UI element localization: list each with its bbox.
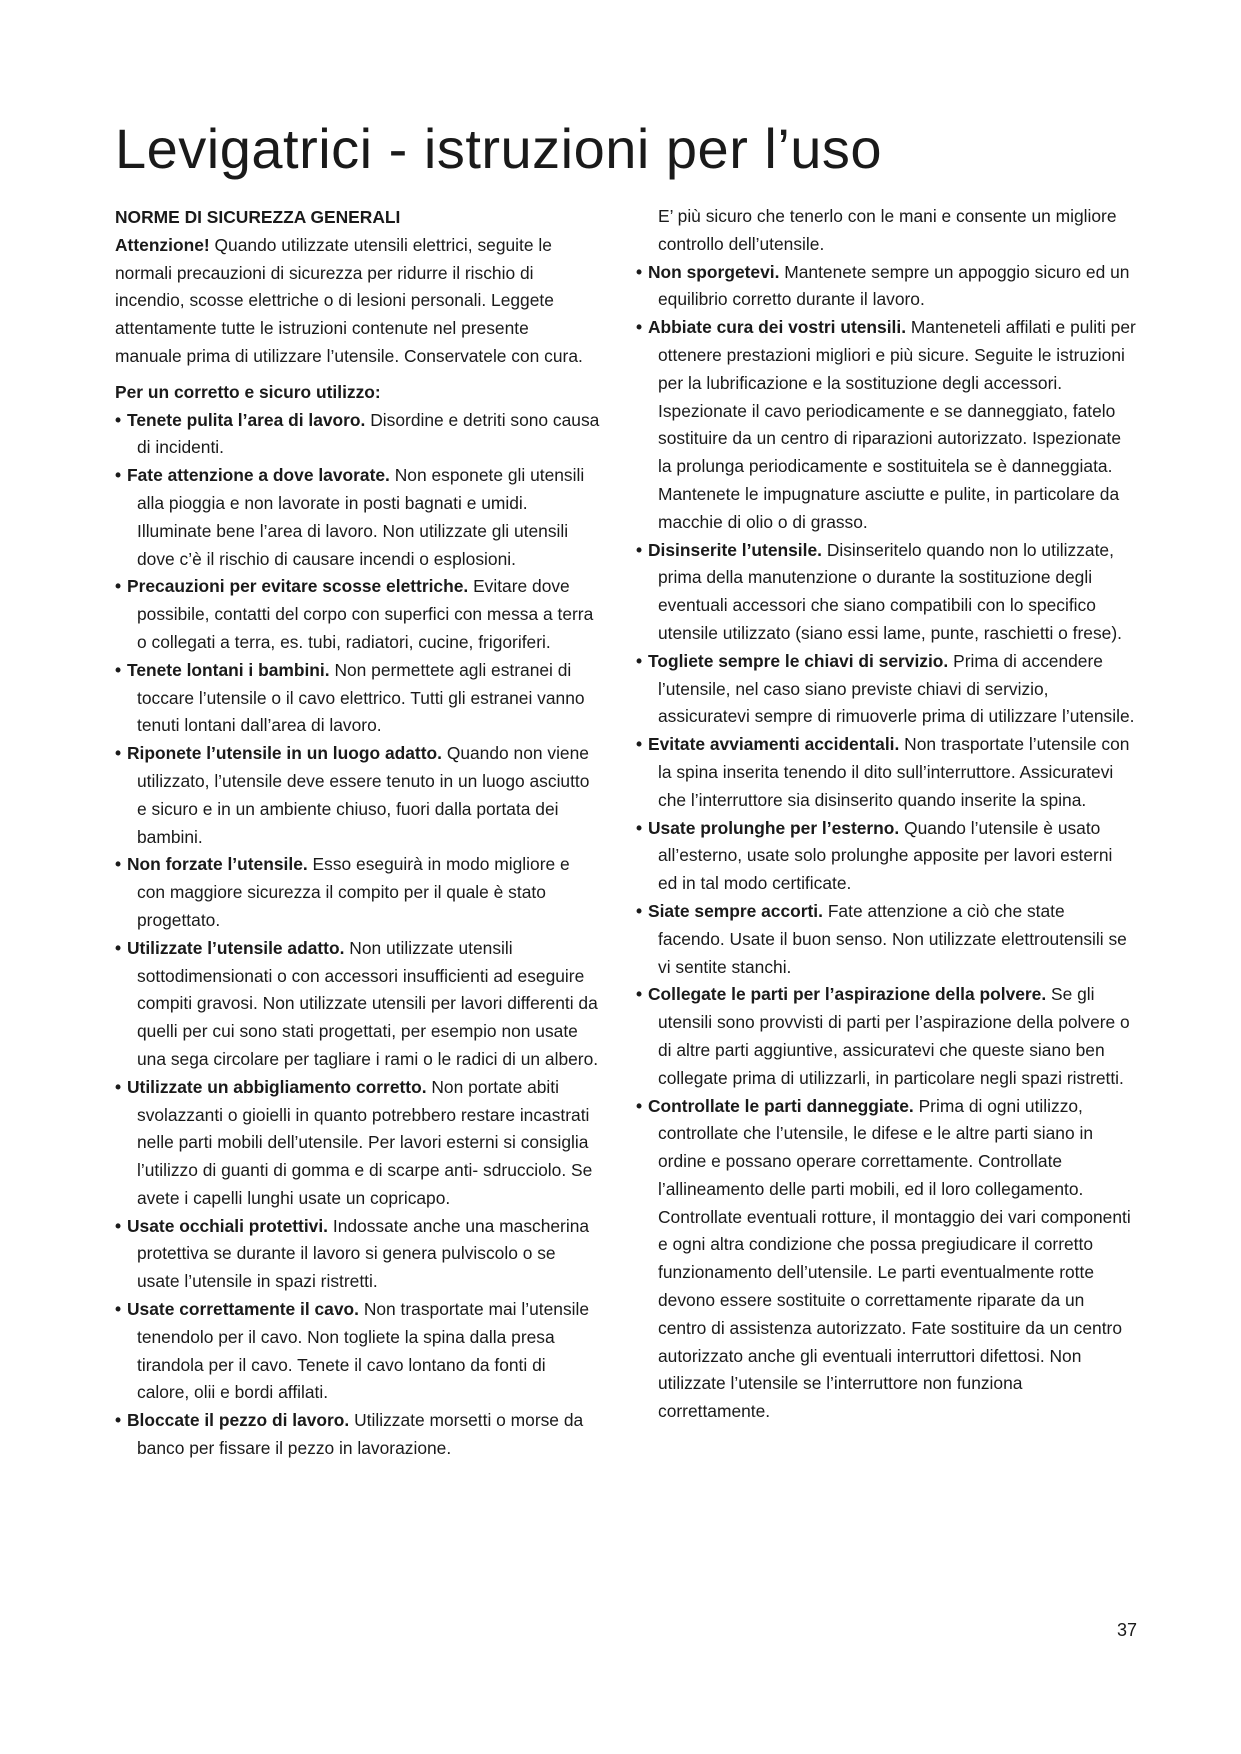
list-item-text: Non permettete agli estranei di toccare l’utensile o il cavo elettrico. Tutti gli estranei vanno tenuti lontani dall’area di lavoro. [137,659,585,736]
subheading: Per un corretto e sicuro utilizzo: [115,381,381,402]
list-item-label: Non forzate l’utensile. [127,854,308,875]
bullet-icon: • [115,1215,122,1236]
list-item-label: Utilizzate l’utensile adatto. [127,937,345,958]
list-item-label: Non sporgetevi. [648,261,780,282]
bullet-icon: • [636,650,643,671]
intro-label: Attenzione! [115,234,210,255]
page-title: Levigatrici - istruzioni per l’uso [115,117,883,180]
intro-text: Quando utilizzate utensili elettrici, seguite le normali precauzioni di sicurezza per ridurre il rischio di incendio, scosse elettriche o di lesioni personali. Leggete attentamente tutte le istruzioni contenute nel presente manuale prima di utilizzare l’utensile. Conservatele con cura. [115,234,583,366]
list-item [636,537,1136,648]
section-heading: NORME DI SICUREZZA GENERALI [115,207,401,227]
list-item [115,935,600,1074]
bullet-icon: • [115,1076,122,1097]
list-item-text: Non trasportate mai l’utensile tenendolo per il cavo. Non togliete la spina dalla presa tirandola per il cavo. Tenete il cavo lontano da fonti di calore, olii e bordi affilati. [137,1299,590,1403]
list-item-text: Prima di accendere l’utensile, nel caso siano previste chiavi di servizio, assicuratevi sempre di rimuoverle prima di utilizzare l’utensile. [658,650,1135,727]
list-item [115,657,600,740]
list-item-label: Disinserite l’utensile. [648,539,822,560]
list-item-text: Utilizzate morsetti o morse da banco per fissare il pezzo in lavorazione. [137,1410,584,1459]
list-item-label: Precauzioni per evitare scosse elettriche. [127,576,469,597]
list-item-text: Quando l’utensile è usato all’esterno, usate solo prolunghe apposite per lavori esterni ed in tal modo certificate. [658,817,1113,894]
list-item [115,1296,600,1407]
list-item-label: Abbiate cura dei vostri utensili. [648,317,907,338]
list-item-text: Evitare dove possibile, contatti del corpo con superfici con messa a terra o collegati a terra, es. tubi, radiatori, cucine, frigoriferi. [137,576,594,652]
bullet-icon: • [115,659,122,680]
list-item-label: Tenete pulita l’area di lavoro. [127,409,366,430]
continuation-text: E’ più sicuro che tenerlo con le mani e consente un migliore controllo dell’utensile. [658,206,1117,254]
list-item-label: Siate sempre accorti. [648,900,823,921]
list-item-label: Usate occhiali protettivi. [127,1215,329,1236]
bullet-icon: • [636,984,643,1005]
list-item-text: Se gli utensili sono provvisti di parti per l’aspirazione della polvere o di altre parti aggiuntive, assicuratevi che queste siano ben collegate prima di utilizzarli, in particolare negli spazi ristretti. [658,984,1130,1088]
bullet-icon: • [636,261,643,282]
list-item [115,740,600,851]
list-item [636,981,1136,1092]
bullet-icon: • [636,1095,643,1116]
list-item-text: Mantenete sempre un appoggio sicuro ed un equilibrio corretto durante il lavoro. [658,261,1130,310]
list-item-text: Fate attenzione a ciò che state facendo. Usate il buon senso. Non utilizzate elettroutensili se vi sentite stanchi. [658,900,1127,977]
list-item-text: Indossate anche una mascherina protettiva se durante il lavoro si genera pulviscolo o se usate l’utensile in spazi ristretti. [137,1215,590,1292]
bullet-icon: • [115,576,122,597]
bullet-icon: • [115,465,122,486]
list-item-label: Bloccate il pezzo di lavoro. [127,1410,350,1431]
list-item-text: Non trasportate l’utensile con la spina inserita tenendo il dito sull’interruttore. Assicuratevi che l’interruttore sia disinserito quando inserite la spina. [658,734,1130,810]
list-item [636,648,1136,731]
list-item-label: Riponete l’utensile in un luogo adatto. [127,743,442,764]
list-item [636,898,1136,981]
list-item-text: Quando non viene utilizzato, l’utensile deve essere tenuto in un luogo asciutto e sicuro e in un ambiente chiuso, fuori dalla portata dei bambini. [137,743,590,847]
list-item-label: Controllate le parti danneggiate. [648,1095,914,1116]
bullet-icon: • [636,734,643,755]
right-column [636,203,1136,1426]
list-item [636,314,1136,536]
list-item-label: Utilizzate un abbigliamento corretto. [127,1076,427,1097]
list-item-text: Non utilizzate utensili sottodimensionati o con accessori insufficienti ad eseguire compiti gravosi. Non utilizzate utensili per lavori differenti da quelli per cui sono stati progettati, per esempio non usate una sega circolare per tagliare i rami o le radici di un albero. [137,937,599,1069]
list-item-text: Disordine e detriti sono causa di incidenti. [137,409,600,458]
list-item [115,1074,600,1213]
list-item-label: Usate prolunghe per l’esterno. [648,817,900,838]
page-number: 37 [1117,1620,1138,1640]
list-item [115,851,600,934]
bullet-icon: • [115,743,122,764]
bullet-icon: • [115,1410,122,1431]
list-item-text: Manteneteli affilati e puliti per ottenere prestazioni migliori e più sicure. Seguite le istruzioni per la lubrificazione e la sostituzione degli accessori. Ispezionate il cavo periodicamente e se danneggiato, fatelo sostituire da un centro di riparazioni autorizzato. Ispezionate la prolunga periodicamente e sostituitela se è danneggiata. Mantenete le impugnature asciutte e pulite, in particolare da macchie di olio o di grasso. [658,317,1136,532]
list-item [115,1213,600,1296]
list-item-label: Usate correttamente il cavo. [127,1299,359,1320]
list-item-label: Tenete lontani i bambini. [127,659,330,680]
list-item-label: Evitate avviamenti accidentali. [648,734,900,755]
bullet-icon: • [115,1299,122,1320]
list-item-text: Disinseritelo quando non lo utilizzate, prima della manutenzione o durante la sostituzione degli eventuali accessori che siano compatibili con lo specifico utensile utilizzato (siano essi lame, punte, raschietti o frese). [658,539,1122,643]
list-item [636,815,1136,898]
list-item-text: Non esponete gli utensili alla pioggia e non lavorate in posti bagnati e umidi. Illuminate bene l’area di lavoro. Non utilizzate gli utensili dove c’è il rischio di causare incendi o esplosioni. [137,465,585,569]
bullet-icon: • [115,409,122,430]
list-item-label: Collegate le parti per l’aspirazione della polvere. [648,984,1047,1005]
bullet-icon: • [115,937,122,958]
list-item-label: Togliete sempre le chiavi di servizio. [648,650,949,671]
bullet-icon: • [636,817,643,838]
list-item [636,259,1136,315]
list-item-text: Prima di ogni utilizzo, controllate che l’utensile, le difese e le altre parti siano in ordine e possano operare correttamente. Controllate l’allineamento delle parti mobili, ed il loro collegamento. Controllate eventuali rotture, il montaggio dei vari componenti e ogni altra condizione che possa pregiudicare il corretto funzionamento dell’utensile. Le parti eventualmente rotte devono essere sostituite o correttamente riparate da un centro di assistenza autorizzato. Fate sostituire da un centro autorizzato anche gli eventuali interruttori difettosi. Non utilizzate l’utensile se l’interruttore non funziona correttamente. [658,1095,1131,1422]
intro-paragraph [115,232,600,371]
list-item-text: Esso eseguirà in modo migliore e con maggiore sicurezza il compito per il quale è stato progettato. [137,854,570,930]
list-item-text: Non portate abiti svolazzanti o gioielli in quanto potrebbero restare incastrati nelle parti mobili dell’utensile. Per lavori esterni si consiglia l’utilizzo di guanti di gomma e di scarpe anti- sdrucciolo. Se avete i capelli lunghi usate un copricapo. [137,1076,593,1208]
bullet-icon: • [636,539,643,560]
list-item [636,1093,1136,1427]
list-item [115,407,600,463]
list-item [636,731,1136,814]
list-item [115,1407,600,1463]
list-item [115,462,600,573]
bullet-icon: • [636,900,643,921]
bullet-icon: • [636,317,643,338]
bullet-icon: • [115,854,122,875]
list-item [115,573,600,656]
list-item-label: Fate attenzione a dove lavorate. [127,465,390,486]
left-column [115,204,600,1463]
